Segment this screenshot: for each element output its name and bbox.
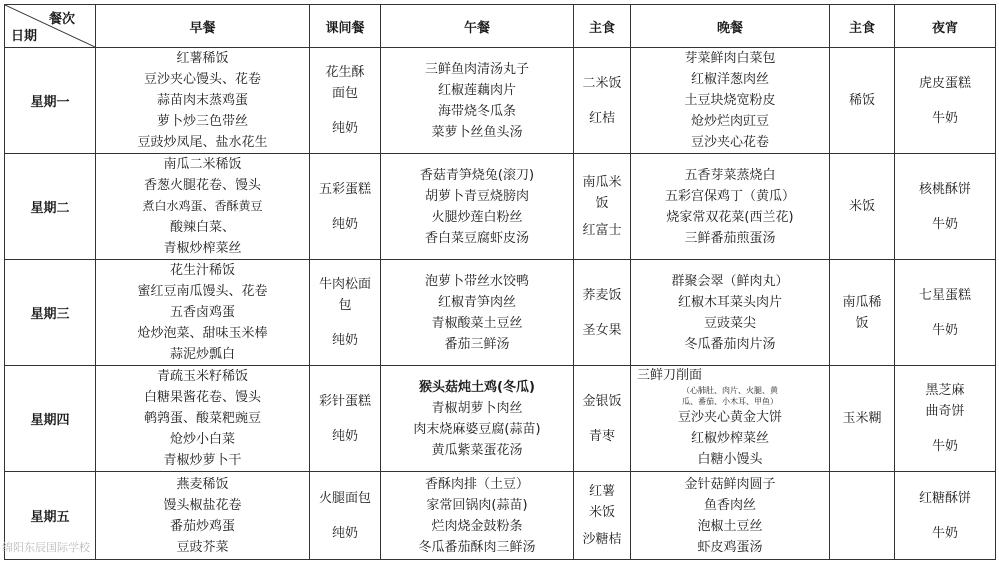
menu-item: 金银饭 bbox=[582, 393, 622, 409]
staple-lunch-cell bbox=[574, 366, 631, 472]
menu-item: 炝炒小白菜 bbox=[169, 432, 235, 447]
menu-item: 番茄三鲜汤 bbox=[444, 336, 510, 352]
menu-item: 荞麦饭 bbox=[582, 287, 622, 303]
menu-item: 纯奶 bbox=[331, 121, 358, 136]
staple-lunch-cell bbox=[574, 472, 631, 560]
menu-item: 牛奶 bbox=[931, 525, 958, 541]
menu-item: 五香芽菜蒸烧白 bbox=[684, 167, 776, 183]
menu-item: 红椒炒榨菜丝 bbox=[690, 431, 769, 446]
menu-item: 牛奶 bbox=[931, 322, 958, 338]
menu-item: 家常回锅肉(蒜苗) bbox=[426, 497, 528, 513]
menu-item: 白糖果酱花卷、馒头 bbox=[143, 390, 261, 405]
weekly-menu-table bbox=[4, 4, 996, 560]
menu-item: 纯奶 bbox=[331, 525, 358, 541]
menu-item: 包 bbox=[338, 298, 352, 313]
menu-item: 牛肉松面 bbox=[318, 277, 371, 292]
menu-item: 烧家常双花菜(西兰花) bbox=[666, 209, 794, 225]
col-header-staple-dinner: 主食 bbox=[830, 5, 895, 48]
day-cell: 星期四 bbox=[5, 366, 96, 472]
menu-item: 萝卜炒三色带丝 bbox=[156, 114, 248, 129]
school-watermark: 绵阳东辰国际学校 bbox=[2, 541, 90, 554]
staple-dinner-cell bbox=[830, 472, 895, 560]
menu-item: 南瓜二米稀饭 bbox=[163, 157, 242, 172]
menu-item: 稀饭 bbox=[848, 93, 875, 108]
staple-dinner-cell bbox=[830, 154, 895, 260]
menu-item: 红椒木耳菜头肉片 bbox=[677, 294, 782, 310]
menu-item: 金针菇鲜肉圆子 bbox=[684, 476, 776, 492]
menu-item: 饭 bbox=[855, 315, 869, 331]
table-row bbox=[5, 48, 996, 154]
menu-item: 曲奇饼 bbox=[925, 404, 965, 419]
menu-item: 核桃酥饼 bbox=[918, 181, 971, 197]
col-header-dinner: 晚餐 bbox=[631, 5, 830, 48]
menu-item: 五彩蛋糕 bbox=[318, 181, 371, 197]
snack-cell bbox=[310, 48, 381, 154]
menu-item: 豆沙夹心馒头、花卷 bbox=[143, 72, 261, 87]
breakfast-cell bbox=[96, 154, 310, 260]
menu-item: 红薯稀饭 bbox=[176, 51, 229, 66]
table-row bbox=[5, 154, 996, 260]
col-header-lunch: 午餐 bbox=[381, 5, 574, 48]
menu-item: 纯奶 bbox=[331, 216, 358, 232]
menu-item-note: 瓜、番茄、小木耳、甲鱼） bbox=[682, 397, 778, 406]
menu-item: 三鲜刀削面 bbox=[637, 368, 703, 383]
corner-date-label: 日期 bbox=[11, 29, 38, 44]
menu-item: 燕麦稀饭 bbox=[176, 476, 229, 492]
menu-item: 猴头菇炖土鸡(冬瓜) bbox=[419, 379, 535, 395]
menu-item: 南瓜米 bbox=[582, 175, 622, 190]
menu-item: 冬瓜番茄肉片汤 bbox=[684, 336, 776, 352]
menu-item: 海带烧冬瓜条 bbox=[437, 103, 516, 119]
menu-item: 南瓜稀 bbox=[842, 294, 882, 310]
snack-cell bbox=[310, 472, 381, 560]
menu-item: 烂肉烧金鼓粉条 bbox=[431, 518, 523, 534]
breakfast-cell bbox=[96, 260, 310, 366]
menu-item: 泡椒土豆丝 bbox=[697, 518, 763, 534]
menu-item: 七星蛋糕 bbox=[918, 287, 971, 303]
menu-item: 蒜苗肉末蒸鸡蛋 bbox=[156, 93, 248, 108]
menu-item: 火腿面包 bbox=[318, 490, 371, 506]
menu-item: 五香卤鸡蛋 bbox=[169, 305, 235, 320]
lunch-cell bbox=[381, 154, 574, 260]
menu-item: 群聚会翠（鲜肉丸） bbox=[671, 273, 789, 289]
menu-item: 红椒莲藕肉片 bbox=[437, 82, 516, 98]
staple-dinner-cell bbox=[830, 48, 895, 154]
night-snack-cell bbox=[895, 366, 996, 472]
breakfast-cell bbox=[96, 48, 310, 154]
staple-lunch-cell bbox=[574, 154, 631, 260]
menu-item: 红椒洋葱肉丝 bbox=[690, 72, 769, 87]
menu-item: 青椒炒榨菜丝 bbox=[163, 241, 242, 256]
dinner-cell bbox=[631, 48, 830, 154]
menu-item: 黄瓜紫菜蛋花汤 bbox=[431, 442, 523, 458]
menu-item: 炝炒烂肉豇豆 bbox=[690, 114, 769, 129]
menu-item: 彩针蛋糕 bbox=[318, 393, 371, 409]
menu-item: 红糖酥饼 bbox=[918, 490, 971, 506]
menu-item: 香菇青笋烧兔(滚刀) bbox=[419, 167, 535, 183]
menu-item: 胡萝卜青豆烧膀肉 bbox=[424, 188, 529, 204]
menu-item: 五彩宫保鸡丁（黄瓜） bbox=[664, 188, 795, 204]
menu-item: 酸辣白菜、 bbox=[169, 220, 235, 235]
menu-item: 牛奶 bbox=[931, 439, 958, 454]
menu-item: 牛奶 bbox=[931, 110, 958, 126]
menu-item: 红薯 bbox=[588, 484, 615, 499]
table-row bbox=[5, 260, 996, 366]
menu-item: 饭 bbox=[595, 196, 609, 211]
dinner-cell bbox=[631, 472, 830, 560]
menu-item: 泡萝卜带丝水饺鸭 bbox=[424, 273, 529, 289]
menu-item: 蒜泥炒瓢白 bbox=[169, 347, 235, 362]
lunch-cell bbox=[381, 260, 574, 366]
menu-item: 菜萝卜丝鱼头汤 bbox=[431, 124, 523, 140]
lunch-cell bbox=[381, 472, 574, 560]
dinner-cell bbox=[631, 366, 830, 472]
menu-item: 虎皮蛋糕 bbox=[918, 75, 971, 91]
col-header-breakfast: 早餐 bbox=[96, 5, 310, 48]
snack-cell bbox=[310, 154, 381, 260]
menu-item: 鱼香肉丝 bbox=[703, 497, 756, 513]
menu-item: 虾皮鸡蛋汤 bbox=[697, 539, 763, 555]
menu-item: 土豆块烧宽粉皮 bbox=[684, 93, 776, 108]
col-header-staple-lunch: 主食 bbox=[574, 5, 631, 48]
col-header-night-snack: 夜宵 bbox=[895, 5, 996, 48]
menu-item: 面包 bbox=[331, 86, 358, 101]
corner-meal-label: 餐次 bbox=[48, 12, 75, 27]
menu-item: 番茄炒鸡蛋 bbox=[169, 518, 235, 534]
breakfast-cell bbox=[96, 472, 310, 560]
breakfast-cell bbox=[96, 366, 310, 472]
menu-item-note: （心肺肚、肉片、火腿、黄 bbox=[682, 386, 778, 395]
menu-item: 豆沙夹心花卷 bbox=[690, 135, 769, 150]
day-cell: 星期二 bbox=[5, 154, 96, 260]
menu-item: 香葱火腿花卷、馒头 bbox=[143, 178, 261, 193]
menu-item: 沙糖桔 bbox=[582, 532, 622, 547]
menu-item: 纯奶 bbox=[331, 428, 358, 444]
menu-item: 花生汁稀饭 bbox=[169, 263, 235, 278]
staple-lunch-cell bbox=[574, 260, 631, 366]
snack-cell bbox=[310, 260, 381, 366]
menu-item: 火腿炒莲白粉丝 bbox=[431, 209, 523, 225]
menu-item: 冬瓜番茄酥肉三鲜汤 bbox=[418, 539, 536, 555]
night-snack-cell bbox=[895, 472, 996, 560]
menu-item: 青疏玉米籽稀饭 bbox=[156, 369, 248, 384]
dinner-cell bbox=[631, 154, 830, 260]
menu-item: 炝炒泡菜、甜味玉米棒 bbox=[137, 326, 268, 341]
col-header-snack: 课间餐 bbox=[310, 5, 381, 48]
night-snack-cell bbox=[895, 154, 996, 260]
menu-item: 纯奶 bbox=[331, 333, 358, 348]
menu-item: 三鲜番茄煎蛋汤 bbox=[684, 230, 776, 246]
menu-item: 豆豉菜尖 bbox=[703, 315, 756, 331]
menu-item: 香白菜豆腐虾皮汤 bbox=[424, 230, 529, 246]
menu-item: 花生酥 bbox=[325, 65, 365, 80]
staple-lunch-cell bbox=[574, 48, 631, 154]
menu-item: 青椒胡萝卜肉丝 bbox=[431, 400, 523, 416]
menu-item: 鹌鹑蛋、酸菜粑豌豆 bbox=[143, 411, 261, 426]
menu-item: 青椒炒萝卜干 bbox=[163, 453, 242, 468]
menu-item: 豆豉炒凤尾、盐水花生 bbox=[137, 135, 268, 150]
menu-item: 蜜红豆南瓜馒头、花卷 bbox=[137, 284, 268, 299]
menu-item: 馒头椒盐花卷 bbox=[163, 497, 242, 513]
menu-item: 白糖小馒头 bbox=[697, 452, 763, 467]
night-snack-cell bbox=[895, 260, 996, 366]
menu-item: 玉米糊 bbox=[842, 411, 882, 426]
menu-item: 牛奶 bbox=[931, 216, 958, 232]
day-cell: 星期五 bbox=[5, 472, 96, 560]
menu-item: 豆豉芥菜 bbox=[176, 539, 229, 555]
table-row bbox=[5, 366, 996, 472]
staple-dinner-cell bbox=[830, 260, 895, 366]
menu-item: 芽菜鲜肉白菜包 bbox=[684, 51, 776, 66]
menu-item: 二米饭 bbox=[582, 75, 622, 91]
menu-item: 肉末烧麻婆豆腐(蒜苗) bbox=[413, 421, 541, 437]
menu-item: 黑芝麻 bbox=[925, 383, 965, 398]
menu-item: 香酥肉排（土豆） bbox=[424, 476, 529, 492]
dinner-cell bbox=[631, 260, 830, 366]
day-cell: 星期三 bbox=[5, 260, 96, 366]
menu-item: 红椒青笋肉丝 bbox=[437, 294, 516, 310]
table-row bbox=[5, 472, 996, 560]
menu-item: 米饭 bbox=[588, 505, 615, 520]
menu-item: 圣女果 bbox=[582, 322, 622, 338]
menu-item: 红富士 bbox=[582, 223, 622, 238]
menu-item: 三鲜鱼肉清汤丸子 bbox=[424, 61, 529, 77]
menu-item: 豆沙夹心黄金大饼 bbox=[677, 410, 782, 425]
menu-item: 青枣 bbox=[588, 428, 615, 444]
night-snack-cell bbox=[895, 48, 996, 154]
lunch-cell bbox=[381, 48, 574, 154]
snack-cell bbox=[310, 366, 381, 472]
menu-item: 米饭 bbox=[848, 199, 875, 214]
menu-item: 红桔 bbox=[588, 110, 615, 126]
header-row bbox=[5, 5, 996, 48]
day-cell: 星期一 bbox=[5, 48, 96, 154]
lunch-cell bbox=[381, 366, 574, 472]
menu-item: 煮白水鸡蛋、香酥黄豆 bbox=[142, 199, 263, 213]
staple-dinner-cell bbox=[830, 366, 895, 472]
corner-header bbox=[5, 5, 96, 48]
menu-item: 青椒酸菜土豆丝 bbox=[431, 315, 523, 331]
